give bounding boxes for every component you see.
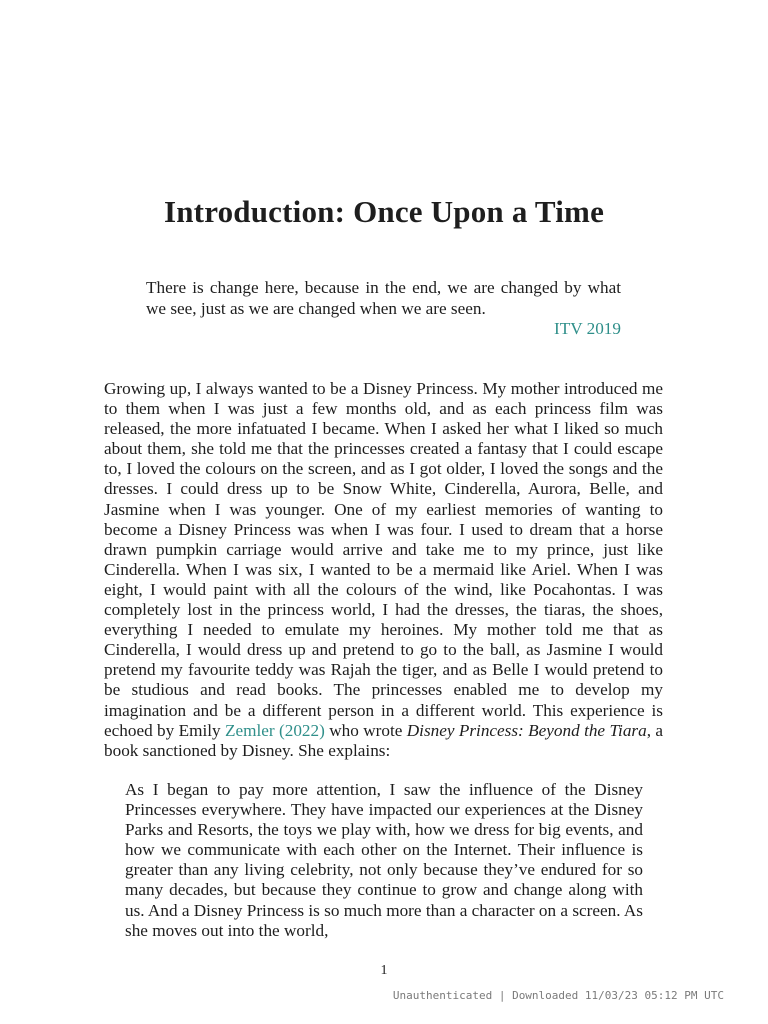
book-title: Disney Princess: Beyond the Tiara bbox=[406, 720, 647, 740]
epigraph-source-link[interactable]: ITV 2019 bbox=[554, 319, 621, 338]
body-paragraph bbox=[104, 379, 663, 761]
epigraph bbox=[146, 278, 621, 340]
chapter-title: Introduction: Once Upon a Time bbox=[163, 194, 605, 229]
download-notice: Unauthenticated | Downloaded 11/03/23 05:12 PM UTC bbox=[392, 989, 724, 1002]
page-number: 1 bbox=[380, 963, 388, 978]
body-paragraph-text: Growing up, I always wanted to be a Disney Princess. My mother introduced me to them when I was just a few months old, and as each princess film was released, the more infatuated I became. When I asked her what I liked so much about them, she told me that the princesses created a fantasy that I could escape to, I loved the colours on the screen, and as I got older, I loved the songs and the dresses. I could dress up to be Snow White, Cinderella, Aurora, Belle, and Jasmine when I was younger. One of my earliest memories of wanting to become a Disney Princess was when I was four. I used to dream that a horse drawn pumpkin carriage would arrive and take me to my prince, just like Cinderella. When I was six, I wanted to be a mermaid like Ariel. When I was eight, I would paint with all the colours of the wind, like Pocahontas. I was completely lost in the princess world, I had the dresses, the tiaras, the shoes, everything I needed to emulate my heroines. My mother told me that as Cinderella, I would dress up and pretend to go to the ball, as Jasmine I would pretend my favourite teddy was Rajah the tiger, and as Belle I would pretend to be studious and read books. The princesses enabled me to develop my imagination and be a different person in a different world. This experience is echoed by Emily bbox=[104, 379, 663, 740]
citation-link-zemler[interactable]: Zemler (2022) bbox=[225, 720, 325, 740]
body-paragraph-end: , a book sanctioned by Disney. She explains: bbox=[104, 720, 664, 760]
block-quote: As I began to pay more attention, I saw the influence of the Disney Princesses everywhere. They have impacted our experiences at the Disney Parks and Resorts, the toys we play with, how we dress for big events, and how we communicate with each other on the Internet. Their influence is greater than any living celebrity, not only because they’ve endured for so many decades, but because they continue to grow and change along with us. And a Disney Princess is so much more than a character on a screen. As she moves out into the world, bbox=[125, 780, 643, 940]
epigraph-quote: There is change here, because in the end, we are changed by what we see, just as we are changed when we are seen. bbox=[146, 278, 621, 318]
body-connector-text: who wrote bbox=[329, 720, 403, 740]
